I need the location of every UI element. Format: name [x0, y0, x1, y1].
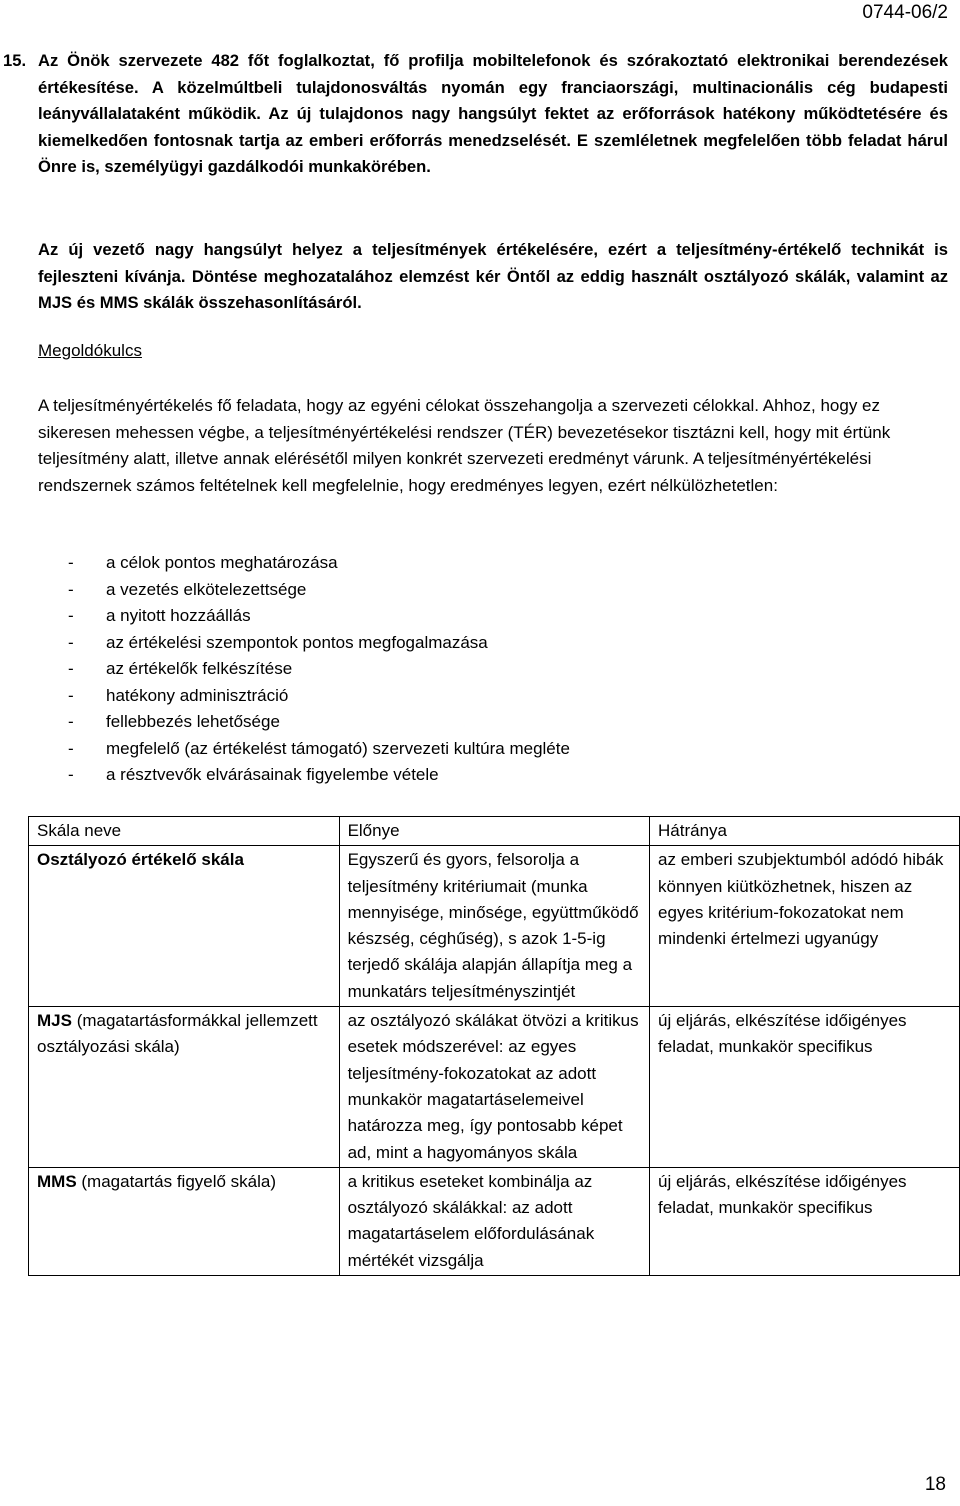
column-header-scale-name: Skála neve [29, 817, 340, 846]
list-marker: - [68, 632, 74, 652]
table-row [29, 1007, 960, 1168]
list-marker: - [68, 579, 74, 599]
list-item: - fellebbezés lehetősége [68, 709, 570, 736]
scale-comparison-table-wrapper [28, 816, 960, 1276]
requirements-list [68, 550, 570, 789]
list-item: - hatékony adminisztráció [68, 683, 570, 710]
scale-comparison-table [28, 816, 960, 1276]
question-number: 15. [3, 51, 27, 70]
cell-disadvantage: az emberi szubjektumból adódó hibák könnyen kiütközhetnek, hiszen az egyes kritérium-fokozatokat nem mindenki értelmezi ugyanúgy [650, 846, 960, 1007]
list-item: - az értékelési szempontok pontos megfogalmazása [68, 630, 570, 657]
table-row [29, 1167, 960, 1275]
cell-scale-name: MJS (magatartásformákkal jellemzett osztályozási skála) [29, 1007, 340, 1168]
list-marker: - [68, 712, 74, 731]
document-code: 0744-06/2 [862, 2, 948, 23]
list-item: - a vezetés elkötelezettsége [68, 577, 570, 604]
table-header-row [29, 817, 960, 846]
list-item: - az értékelők felkészítése [68, 656, 570, 683]
cell-disadvantage: új eljárás, elkészítése időigényes feladat, munkakör specifikus [650, 1007, 960, 1168]
question-paragraph-1: Az Önök szervezete 482 főt foglalkoztat, fő profilja mobiltelefonok és szórakoztató elektronikai berendezések értékesítése. A közelmúltbeli tulajdonosváltás nyomán egy franciaországi, multinacionális cég budapesti leányvállalataként működik. Az új tulajdonos nagy hangsúlyt fektet az erőforrások hatékony működtetésére és kiemelkedően fontosnak tartja az emberi erőforrás menedzselését. E szemléletnek megfelelően több feladat hárul Önre is, személyügyi gazdálkodói munkakörében. [38, 51, 948, 176]
table-row [29, 846, 960, 1007]
cell-advantage: a kritikus eseteket kombinálja az osztályozó skálákkal: az adott magatartáselem előfordulásának mértékét vizsgálja [339, 1167, 649, 1275]
list-marker: - [68, 659, 74, 678]
list-item: - a résztvevők elvárásainak figyelembe vétele [68, 762, 570, 789]
list-item: - a célok pontos meghatározása [68, 550, 570, 577]
cell-scale-name: MMS (magatartás figyelő skála) [29, 1167, 340, 1275]
solution-heading: Megoldókulcs [38, 341, 142, 360]
question-paragraph-2: Az új vezető nagy hangsúlyt helyez a teljesítmények értékelésére, ezért a teljesítmény-értékelő technikát is fejleszteni kívánja. Döntése meghozatalához elemzést kér Öntől az eddig használt osztályozó skálák, valamint az MJS és MMS skálák összehasonlításáról. [38, 240, 948, 312]
cell-disadvantage: új eljárás, elkészítése időigényes feladat, munkakör specifikus [650, 1167, 960, 1275]
solution-paragraph: A teljesítményértékelés fő feladata, hogy az egyéni célokat összehangolja a szervezeti célokkal. Ahhoz, hogy ez sikeresen mehessen végbe, a teljesítményértékelési rendszer (TÉR) bevezetésekor tisztázni kell, hogy mit értünk teljesítmény alatt, illetve annak elérésétől milyen konkrét szervezeti eredményt várunk. A teljesítményértékelési rendszernek számos feltételnek kell megfelelnie, hogy eredményes legyen, ezért nélkülözhetetlen: [38, 396, 891, 495]
list-marker: - [68, 606, 74, 625]
cell-advantage: az osztályozó skálákat ötvözi a kritikus esetek módszerével: az egyes teljesítmény-fokozatokat az adott munkakör magatartáselemeivel határozza meg, így pontosabb képet ad, mint a hagyományos skála [339, 1007, 649, 1168]
list-marker: - [68, 685, 74, 705]
list-item: - a nyitott hozzáállás [68, 603, 570, 630]
list-marker: - [68, 738, 74, 758]
list-marker: - [68, 765, 74, 784]
list-marker: - [68, 553, 74, 572]
cell-scale-name: Osztályozó értékelő skála [29, 846, 340, 1007]
page-number: 18 [924, 1474, 946, 1495]
column-header-disadvantage: Hátránya [650, 817, 960, 846]
question-block [0, 48, 948, 181]
column-header-advantage: Előnye [339, 817, 649, 846]
cell-advantage: Egyszerű és gyors, felsorolja a teljesítmény kritériumait (munka mennyisége, minősége, együttműködő készség, céghűség), s azok 1-5-ig terjedő skálája alapján állapítja meg a munkatárs teljesítményszintjét [339, 846, 649, 1007]
list-item: - megfelelő (az értékelést támogató) szervezeti kultúra megléte [68, 736, 570, 763]
